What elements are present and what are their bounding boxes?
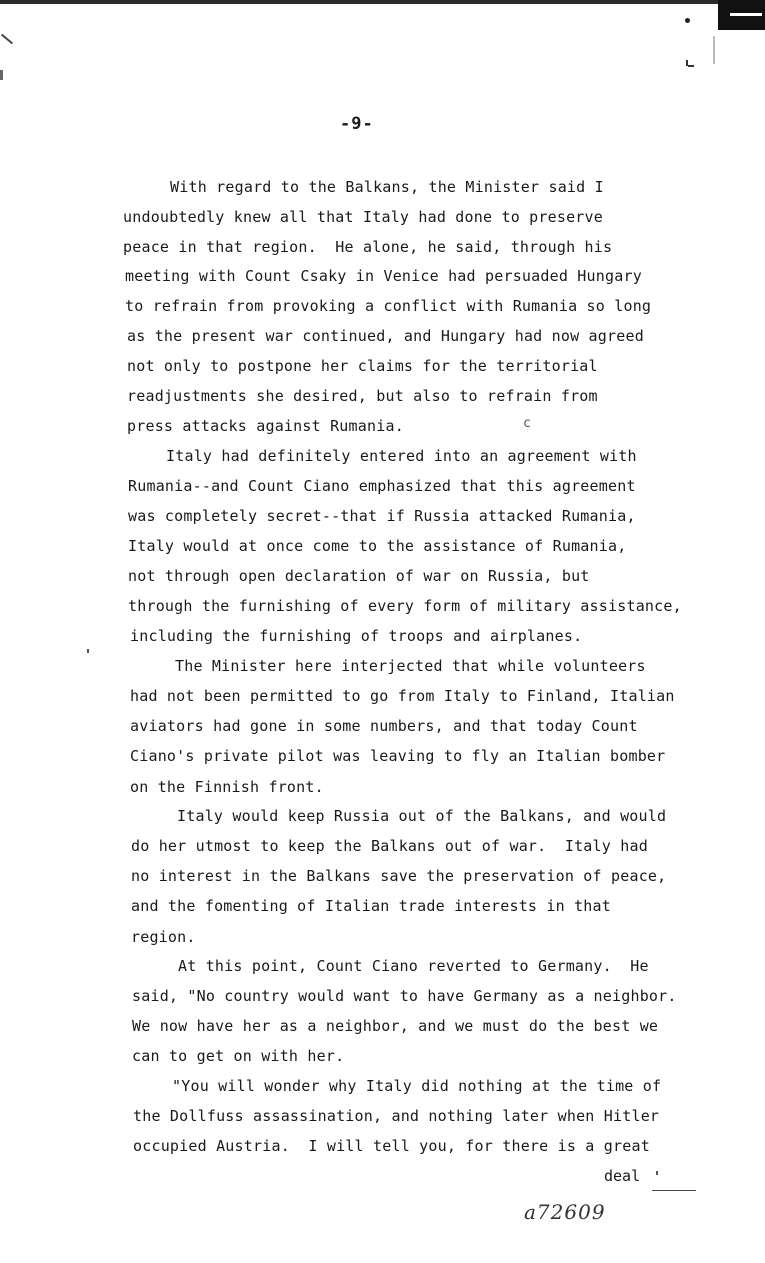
scan-mark [713, 36, 715, 64]
text-line: We now have her as a neighbor, and we must do the best we [132, 1017, 659, 1035]
text-line: readjustments she desired, but also to refrain from [127, 387, 598, 405]
text-line: said, "No country would want to have Germany as a neighbor. [132, 987, 677, 1005]
catchword: deal [604, 1167, 641, 1185]
text-line: not through open declaration of war on Russia, but [128, 567, 590, 585]
edge-mark [1, 34, 13, 45]
text-line: The Minister here interjected that while volunteers [175, 657, 646, 675]
punch-dot [685, 18, 690, 23]
text-line: occupied Austria. I will tell you, for there is a great [133, 1137, 650, 1155]
speck [656, 1171, 658, 1175]
text-line: "You will wonder why Italy did nothing at the time of [172, 1077, 662, 1095]
text-line: as the present war continued, and Hungary had now agreed [127, 327, 644, 345]
text-line: At this point, Count Ciano reverted to Germany. He [178, 957, 649, 975]
top-edge-line [0, 0, 720, 4]
text-line: and the fomenting of Italian trade interests in that [131, 897, 611, 915]
corner-tab-mark [730, 13, 762, 16]
text-line: can to get on with her. [132, 1047, 345, 1065]
handwritten-number: a72609 [524, 1200, 606, 1224]
bottom-rule [652, 1190, 696, 1191]
text-line: press attacks against Rumania. [127, 417, 404, 435]
text-line: had not been permitted to go from Italy to Finland, Italian [130, 687, 675, 705]
text-line: Italy would at once come to the assistance of Rumania, [128, 537, 627, 555]
text-line: including the furnishing of troops and airplanes. [130, 627, 583, 645]
text-line: With regard to the Balkans, the Minister said I [170, 178, 604, 196]
text-line: meeting with Count Csaky in Venice had persuaded Hungary [125, 267, 642, 285]
text-line: Italy would keep Russia out of the Balkans, and would [177, 807, 667, 825]
text-line: on the Finnish front. [130, 778, 324, 796]
text-line: Ciano's private pilot was leaving to fly an Italian bomber [130, 747, 666, 765]
text-line: peace in that region. He alone, he said, through his [123, 238, 613, 256]
speck [87, 649, 89, 653]
text-line: Rumania--and Count Ciano emphasized that this agreement [128, 477, 636, 495]
page-number: -9- [340, 114, 374, 134]
text-line: do her utmost to keep the Balkans out of war. Italy had [131, 837, 648, 855]
text-line: through the furnishing of every form of military assistance, [128, 597, 682, 615]
edge-mark [0, 70, 3, 80]
text-line: the Dollfuss assassination, and nothing later when Hitler [133, 1107, 660, 1125]
text-line: aviators had gone in some numbers, and that today Count [130, 717, 638, 735]
text-line: undoubtedly knew all that Italy had done to preserve [123, 208, 603, 226]
annotation-mark: c [523, 416, 531, 431]
text-line: to refrain from provoking a conflict with Rumania so long [125, 297, 652, 315]
text-line: Italy had definitely entered into an agreement with [166, 447, 637, 465]
text-line: was completely secret--that if Russia attacked Rumania, [128, 507, 636, 525]
text-line: no interest in the Balkans save the preservation of peace, [131, 867, 667, 885]
text-line: not only to postpone her claims for the territorial [127, 357, 598, 375]
scan-mark [688, 65, 694, 67]
text-line: region. [131, 928, 196, 946]
